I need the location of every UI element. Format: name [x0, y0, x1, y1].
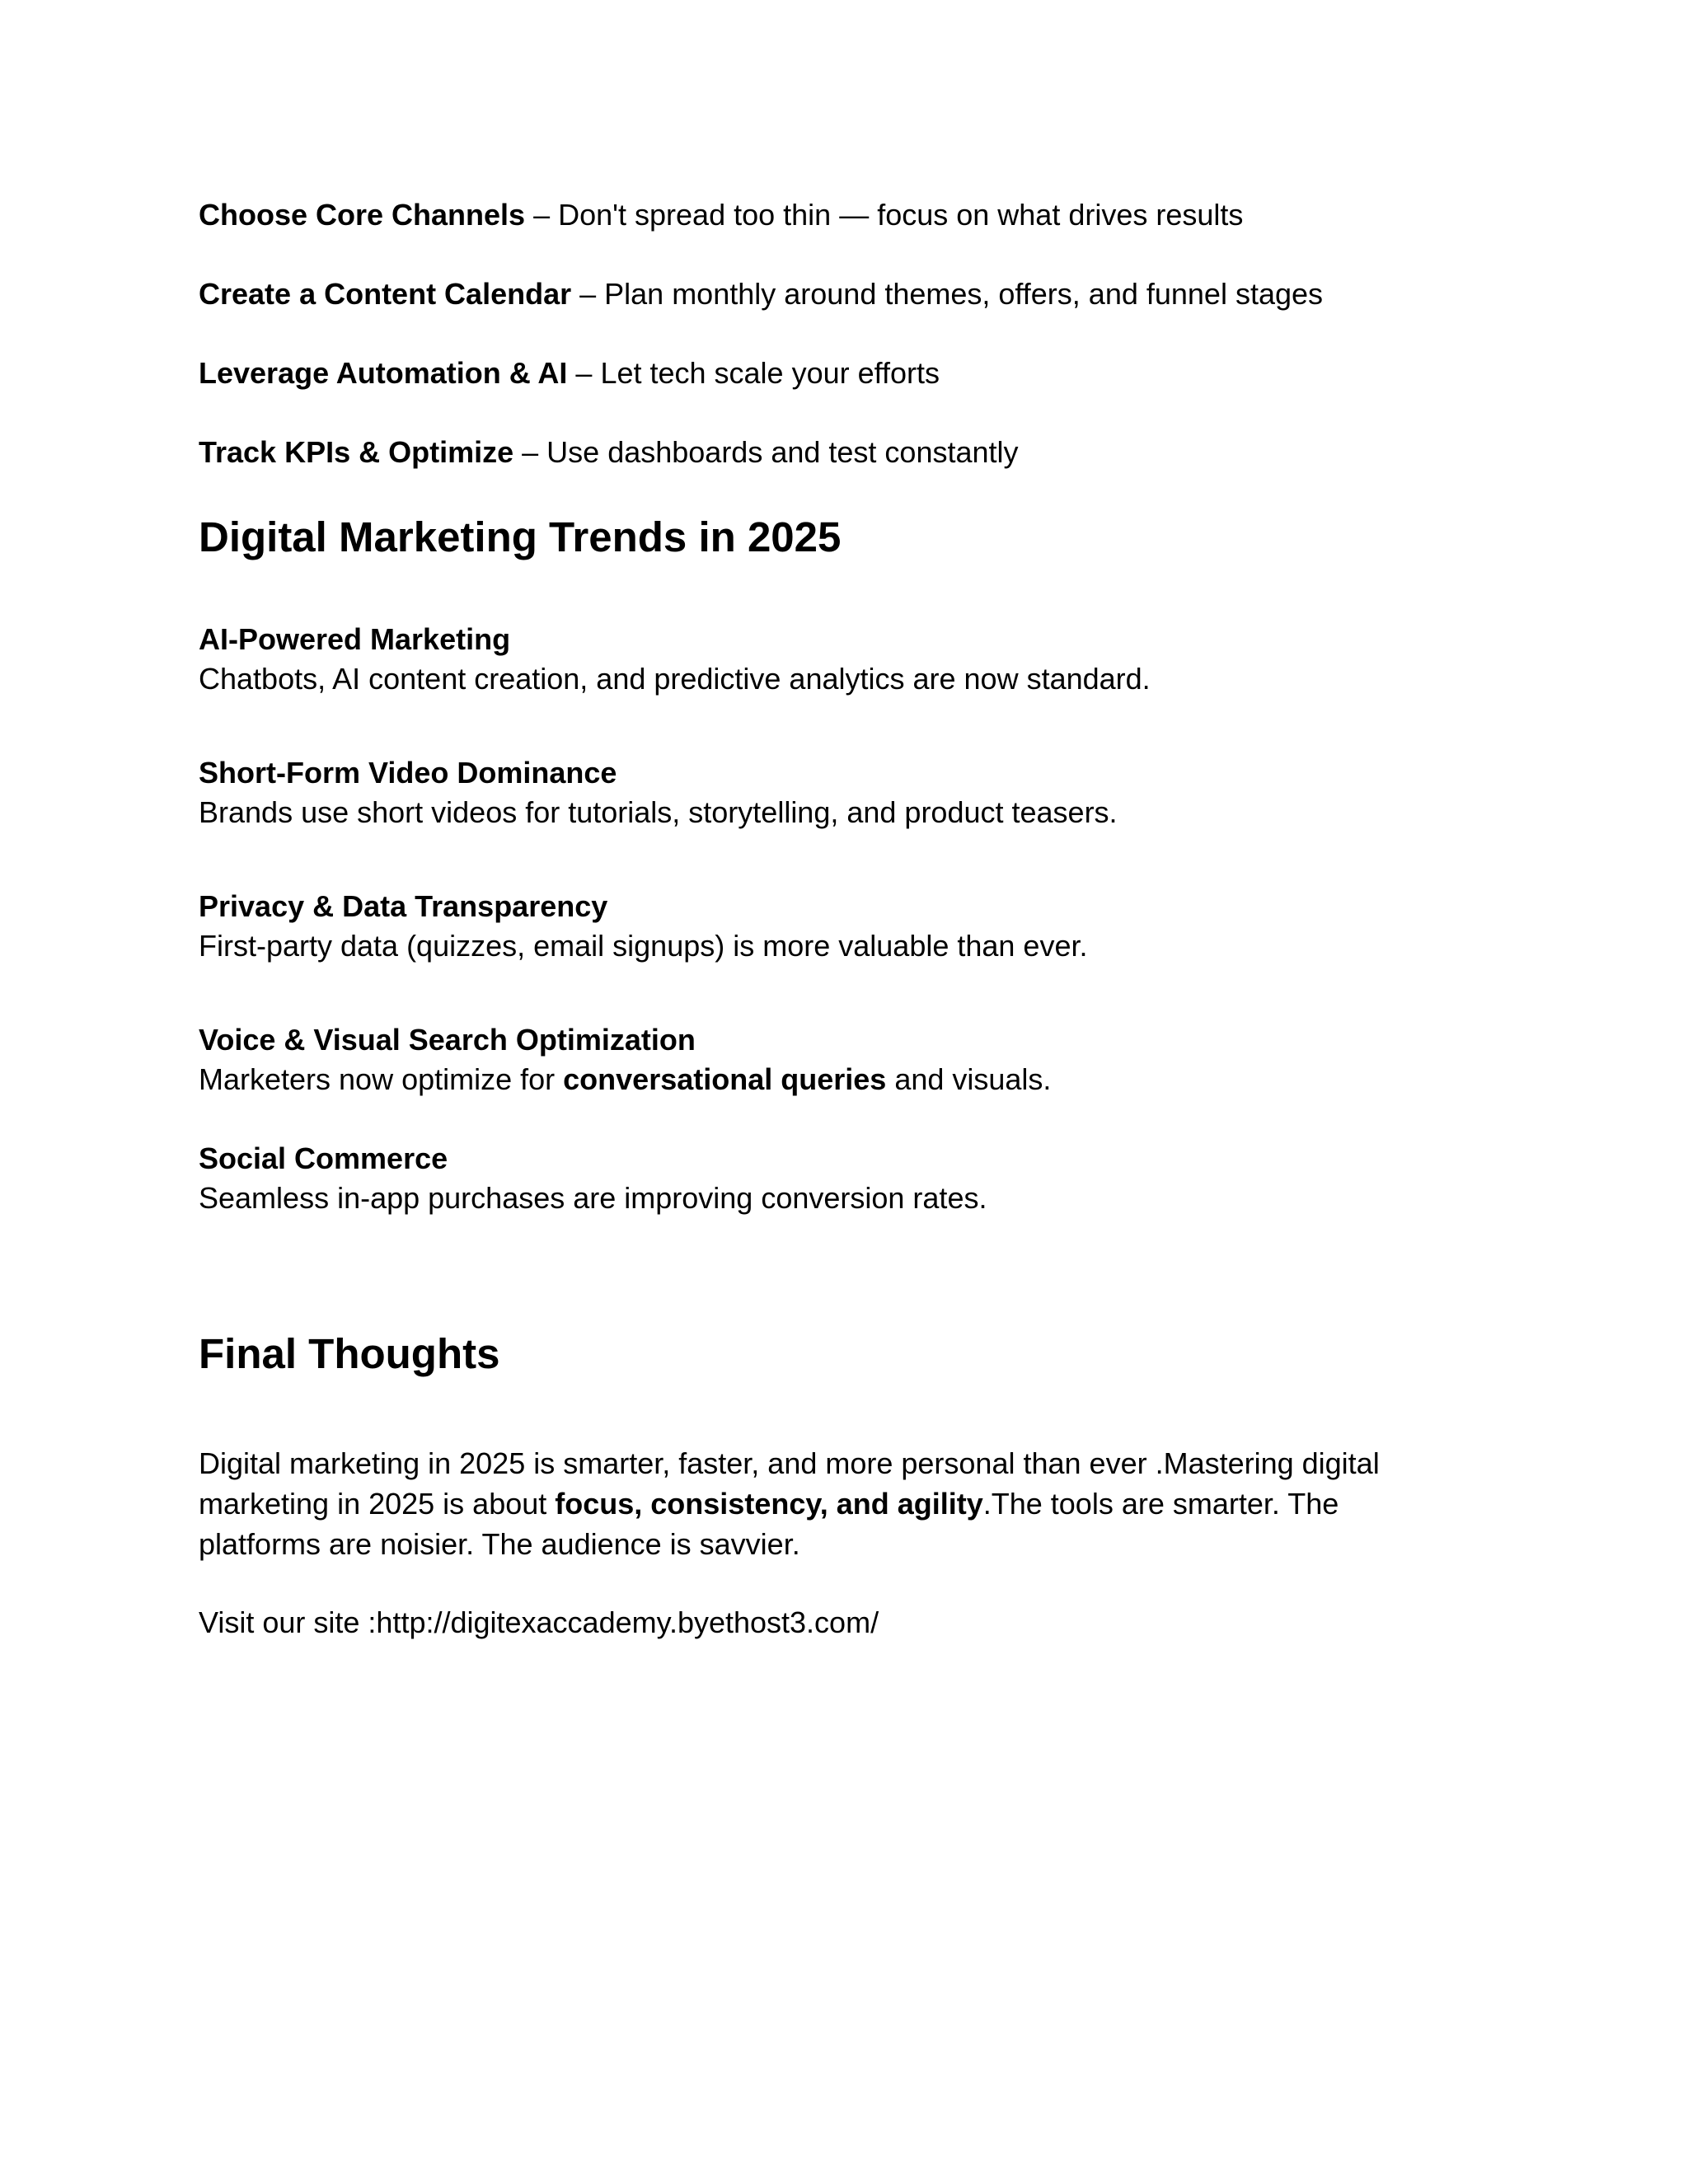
step-separator: –	[571, 277, 605, 311]
step-text: Use dashboards and test constantly	[546, 435, 1019, 469]
step-separator: –	[525, 198, 559, 232]
final-thoughts-paragraph	[199, 1443, 1451, 1564]
trend-text-voice-visual-search	[199, 1060, 1051, 1099]
step-text: Let tech scale your efforts	[600, 356, 940, 390]
step-track-kpis-optimize	[199, 433, 1019, 472]
step-title: Create a Content Calendar	[199, 277, 572, 311]
final-text-bold: focus, consistency, and agility	[555, 1487, 983, 1521]
trend-title-privacy-data: Privacy & Data Transparency	[199, 889, 608, 923]
step-create-content-calendar	[199, 274, 1323, 314]
trend-title-ai-powered-marketing: AI-Powered Marketing	[199, 622, 511, 656]
trend-text-part: Marketers now optimize for	[199, 1062, 564, 1096]
trend-text-ai-powered-marketing: Chatbots, AI content creation, and predictive analytics are now standard.	[199, 662, 1151, 696]
trend-text-privacy-data: First-party data (quizzes, email signups) is more valuable than ever.	[199, 929, 1088, 963]
step-leverage-automation-ai	[199, 354, 940, 393]
trend-title-short-form-video: Short-Form Video Dominance	[199, 756, 617, 790]
trends-heading: Digital Marketing Trends in 2025	[199, 513, 842, 560]
final-text-part: Digital marketing in 2025 is smarter, faster, and more personal than ever .Mastering digital marketing in 2025 is about	[199, 1446, 1380, 1521]
step-choose-core-channels	[199, 195, 1243, 235]
trend-text-social-commerce: Seamless in-app purchases are improving conversion rates.	[199, 1181, 987, 1215]
step-title: Choose Core Channels	[199, 198, 526, 232]
final-thoughts-heading: Final Thoughts	[199, 1330, 500, 1377]
trend-text-part: and visuals.	[886, 1062, 1052, 1096]
step-text: Plan monthly around themes, offers, and funnel stages	[604, 277, 1324, 311]
trend-text-short-form-video: Brands use short videos for tutorials, storytelling, and product teasers.	[199, 795, 1118, 829]
trend-text-bold: conversational queries	[563, 1062, 887, 1096]
visit-site-line: Visit our site :http://digitexaccademy.byethost3.com/	[199, 1605, 879, 1639]
step-separator: –	[567, 356, 601, 390]
final-text-part: .The tools are smarter. The platforms are noisier. The audience is savvier.	[199, 1487, 1339, 1561]
step-text: Don't spread too thin — focus on what drives results	[558, 198, 1244, 232]
step-separator: –	[513, 435, 547, 469]
step-title: Track KPIs & Optimize	[199, 435, 514, 469]
trend-title-voice-visual-search: Voice & Visual Search Optimization	[199, 1023, 696, 1057]
step-title: Leverage Automation & AI	[199, 356, 568, 390]
trend-title-social-commerce: Social Commerce	[199, 1141, 448, 1175]
